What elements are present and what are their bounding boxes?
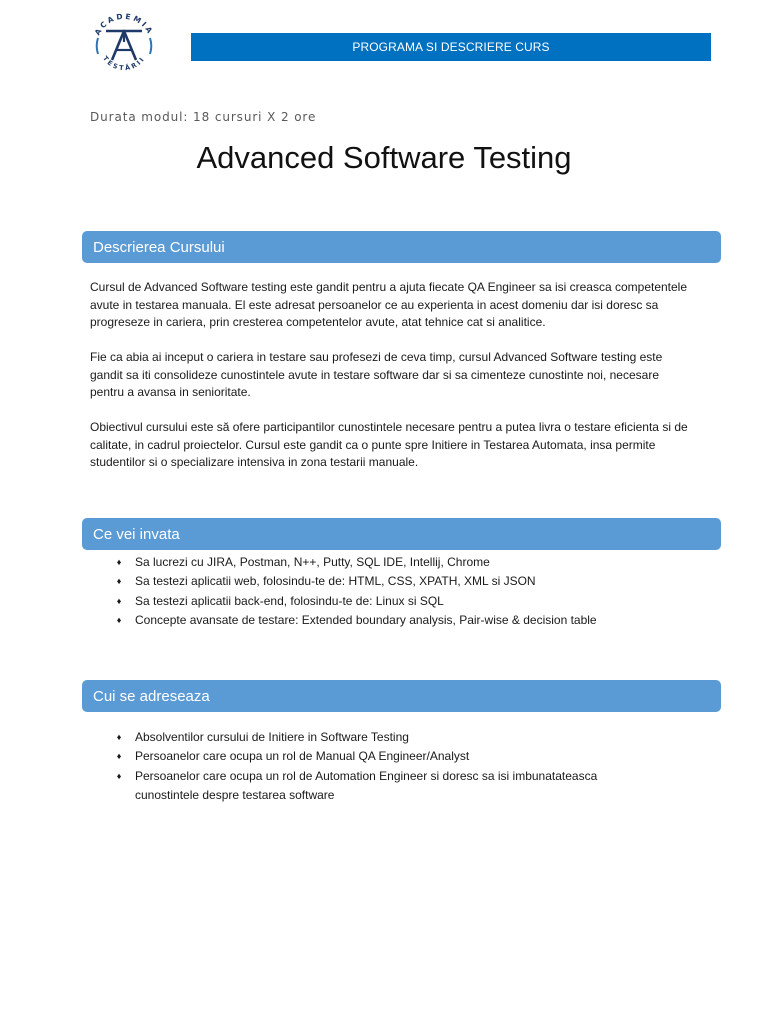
section-heading-description: Descrierea Cursului: [82, 231, 721, 263]
diamond-bullet-icon: ♦: [116, 614, 122, 625]
header-banner: [191, 33, 711, 61]
list-item: [0, 572, 655, 591]
page-title: Advanced Software Testing: [196, 140, 572, 175]
diamond-bullet-icon: ♦: [116, 595, 122, 606]
list-item-text: Persoanelor care ocupa un rol de Manual QA Engineer/Analyst: [135, 749, 470, 764]
learn-list: [0, 553, 655, 630]
list-item: [0, 553, 655, 572]
list-item-text: Persoanelor care ocupa un rol de Automation Engineer si doresc sa isi imbunatateasca cunostintele despre testarea software: [135, 768, 598, 802]
list-item-text: Sa testezi aplicatii web, folosindu-te de: HTML, CSS, XPATH, XML si JSON: [135, 574, 536, 589]
academia-testarii-logo: [86, 8, 162, 84]
list-item: [0, 728, 655, 747]
svg-text:TESTĂRII: [101, 55, 147, 73]
logo-text-top: ACADEMIA: [92, 11, 156, 37]
header-label: PROGRAMA SI DESCRIERE CURS: [352, 40, 550, 54]
diamond-bullet-icon: ♦: [116, 732, 122, 742]
list-item-text: Absolventilor cursului de Initiere in Software Testing: [135, 730, 409, 744]
diamond-bullet-icon: ♦: [116, 770, 122, 781]
module-duration: Durata modul: 18 cursuri X 2 ore: [90, 110, 317, 124]
logo-icon: [86, 8, 162, 84]
description-paragraph: Cursul de Advanced Software testing este gandit pentru a ajuta fiecate QA Engineer sa isi creasca competentele avute in testarea manuala. El este adresat persoanelor ce au experienta in acest domeniu dar isi doresc sa progreseze in cariera, prin cresterea competentelor avute, atat tehnice cat si analitice.: [90, 280, 688, 329]
description-paragraph: Fie ca abia ai inceput o cariera in testare sau profesezi de ceva timp, cursul Advanced Software testing este gandit sa iti consolideze cunostintele avute in testare software dar si sa cimenteze cunostinte noi, necesare pentru a avansa in senioritate.: [90, 350, 663, 399]
list-item-text: Sa lucrezi cu JIRA, Postman, N++, Putty, SQL IDE, Intellij, Chrome: [135, 555, 490, 569]
list-item: [0, 611, 655, 630]
diamond-bullet-icon: ♦: [116, 576, 122, 587]
diamond-bullet-icon: ♦: [116, 751, 122, 762]
list-item-text: Sa testezi aplicatii back-end, folosindu-te de: Linux si SQL: [135, 593, 444, 608]
list-item: [0, 767, 655, 806]
list-item: [0, 747, 655, 766]
logo-text-bottom: TESTĂRII: [101, 54, 147, 73]
list-item: [0, 592, 655, 611]
section-heading-audience: Cui se adreseaza: [82, 680, 721, 712]
diamond-bullet-icon: ♦: [116, 557, 122, 567]
section-heading-learn: Ce vei invata: [82, 518, 721, 550]
audience-list: [0, 728, 655, 805]
list-item-text: Concepte avansate de testare: Extended boundary analysis, Pair-wise & decision table: [135, 612, 597, 627]
description-paragraph: Obiectivul cursului este să ofere participantilor cunostintele necesare pentru a putea livra o testare eficienta si de calitate, in cadrul proiectelor. Cursul este gandit ca o punte spre Initiere in Testarea Automata, insa permite studentilor si o specializare intensiva in zona testarii manuale.: [90, 420, 688, 469]
